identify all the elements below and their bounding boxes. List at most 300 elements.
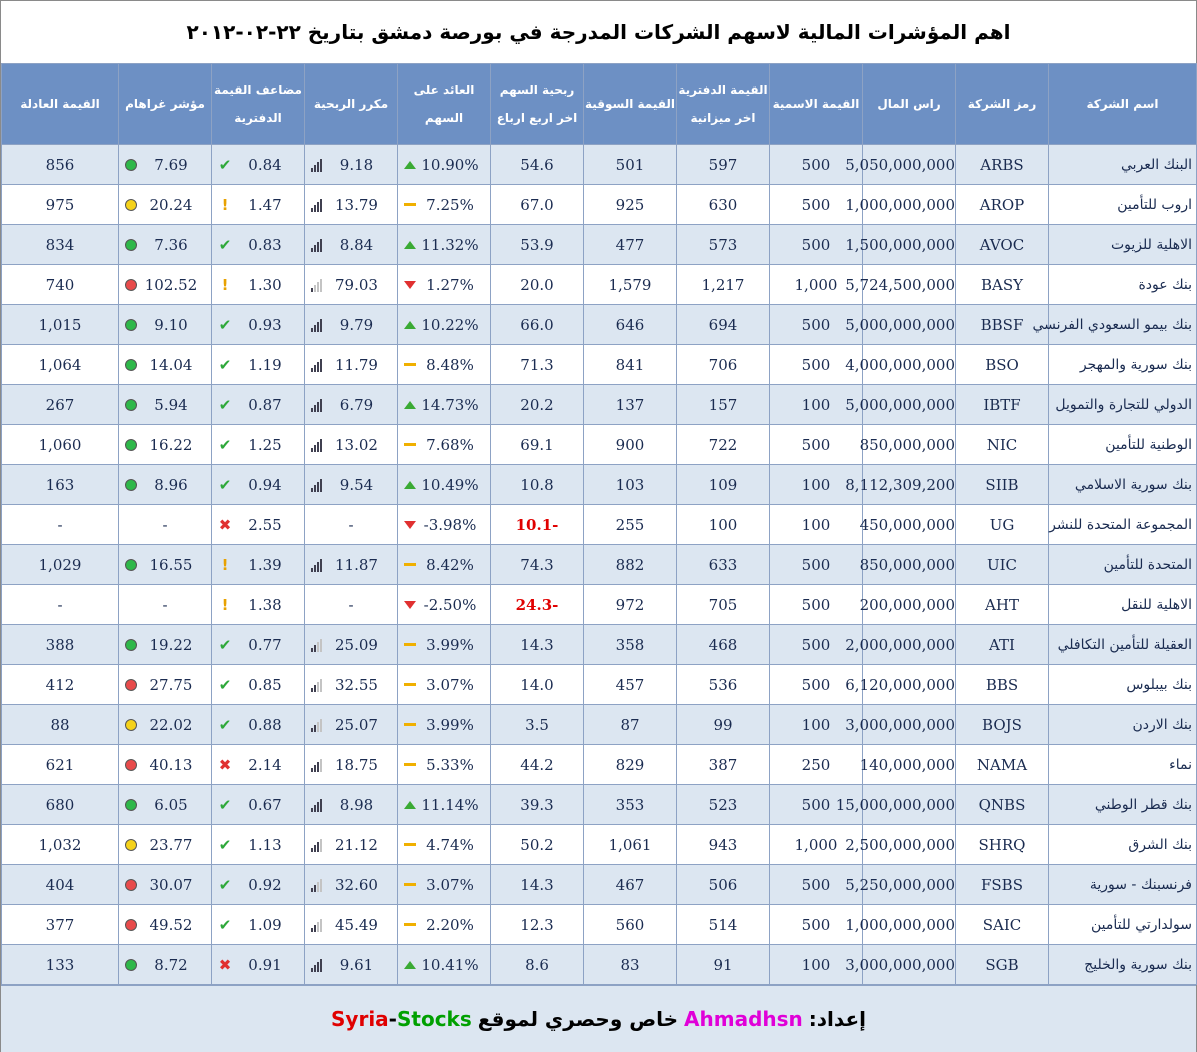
page-title: اهم المؤشرات المالية لاسهم الشركات المدرجة في بورصة دمشق بتاريخ ٢٢-٠٢-٢٠١٢ [186,20,1011,44]
bars-icon [311,478,322,492]
eps-value: 53.9 [491,225,584,265]
check-icon: ✔ [218,835,232,854]
company-symbol: BBS [956,665,1049,705]
trend-up-icon [404,961,416,969]
nominal-value: 500 [770,665,863,705]
bars-icon [311,358,322,372]
yield-value: 14.73% [421,395,479,414]
nominal-value: 500 [770,425,863,465]
bars-icon [311,838,322,852]
yield-value: 3.99% [426,715,474,734]
pb-value: 0.77 [248,635,282,654]
pe-value: 32.60 [335,875,378,894]
capital-value: 5,000,000,000 [863,385,956,425]
warn-icon: ! [221,275,229,294]
trend-up-icon [404,481,416,489]
yield-value: 3.99% [426,635,474,654]
trend-flat-icon [404,643,416,646]
company-symbol: IBTF [956,385,1049,425]
pb-value: 0.84 [248,155,282,174]
pb-cell [212,705,305,745]
eps-value: 14.3 [491,625,584,665]
graham-cell [119,545,212,585]
status-dot-icon [125,319,137,331]
market-value: 501 [584,145,677,185]
check-icon: ✔ [218,635,232,654]
cross-icon: ✖ [218,515,232,534]
footer-site-a: Syria [331,1007,389,1031]
pe-value: 13.02 [335,435,378,454]
pb-value: 1.19 [248,355,282,374]
eps-value: 3.5 [491,705,584,745]
yield-cell [398,305,491,345]
footer-site-sep: - [388,1007,397,1031]
pe-value: 9.61 [339,955,374,974]
trend-flat-icon [404,363,416,366]
pb-value: 0.85 [248,675,282,694]
table-row [2,545,1197,585]
pe-value: 9.79 [339,315,374,334]
graham-cell [119,505,212,545]
eps-value: 14.3 [491,865,584,905]
fair-value: 1,032 [2,825,119,865]
pe-value: 79.03 [335,275,378,294]
eps-value: 66.0 [491,305,584,345]
graham-cell [119,705,212,745]
check-icon: ✔ [218,395,232,414]
trend-flat-icon [404,843,416,846]
table-row [2,225,1197,265]
market-value: 83 [584,945,677,985]
table-row [2,705,1197,745]
capital-value: 200,000,000 [863,585,956,625]
graham-value: 14.04 [149,355,193,374]
bars-icon [311,638,322,652]
bars-icon [311,238,322,252]
pe-cell [305,425,398,465]
header-capital: راس المال [863,64,956,145]
pb-value: 2.55 [248,515,282,534]
capital-value: 8,112,309,200 [863,465,956,505]
footer-credit [1,985,1196,1052]
check-icon: ✔ [218,315,232,334]
header-nominal: القيمة الاسمية [770,64,863,145]
table-row [2,465,1197,505]
pb-cell [212,305,305,345]
eps-value: 10.8 [491,465,584,505]
nominal-value: 100 [770,385,863,425]
company-name: بنك سورية والخليج [1049,945,1197,985]
header-pb: مضاعف القيمة الدفترية [212,64,305,145]
company-symbol: BOJS [956,705,1049,745]
nominal-value: 100 [770,945,863,985]
book-value: 706 [677,345,770,385]
table-row [2,145,1197,185]
yield-value: -3.98% [423,515,477,534]
bars-icon [311,758,322,772]
market-value: 358 [584,625,677,665]
fair-value: 834 [2,225,119,265]
capital-value: 1,500,000,000 [863,225,956,265]
graham-value: 22.02 [149,715,193,734]
pb-cell [212,425,305,465]
pe-cell [305,345,398,385]
company-name: بنك سورية الاسلامي [1049,465,1197,505]
header-graham: مؤشر غراهام [119,64,212,145]
pe-value: 8.98 [339,795,374,814]
yield-cell [398,785,491,825]
bars-icon [311,718,322,732]
company-symbol: SIIB [956,465,1049,505]
check-icon: ✔ [218,235,232,254]
pb-value: 0.93 [248,315,282,334]
pb-value: 0.87 [248,395,282,414]
market-value: 477 [584,225,677,265]
eps-value: 74.3 [491,545,584,585]
eps-value: 50.2 [491,825,584,865]
yield-value: 10.22% [421,315,479,334]
nominal-value: 500 [770,865,863,905]
trend-up-icon [404,161,416,169]
pb-cell [212,665,305,705]
market-value: 87 [584,705,677,745]
book-value: 943 [677,825,770,865]
capital-value: 450,000,000 [863,505,956,545]
pe-cell [305,505,398,545]
status-dot-icon [125,239,137,251]
eps-value: 20.2 [491,385,584,425]
book-value: 387 [677,745,770,785]
yield-cell [398,545,491,585]
company-symbol: SGB [956,945,1049,985]
pe-value: - [348,515,354,534]
market-value: 829 [584,745,677,785]
table-row [2,665,1197,705]
pb-value: 1.39 [248,555,282,574]
status-dot-icon [125,919,137,931]
market-value: 972 [584,585,677,625]
graham-cell [119,345,212,385]
market-value: 353 [584,785,677,825]
pb-cell [212,825,305,865]
header-book: القيمة الدفترية اخر ميزانية [677,64,770,145]
fair-value: 1,064 [2,345,119,385]
graham-value: 102.52 [144,275,198,294]
trend-down-icon [404,601,416,609]
company-name: فرنسبنك - سورية [1049,865,1197,905]
trend-flat-icon [404,763,416,766]
company-name: العقيلة للتأمين التكافلي [1049,625,1197,665]
table-row [2,345,1197,385]
company-symbol: ATI [956,625,1049,665]
table-row [2,865,1197,905]
header-eps: ربحية السهم اخر اربع ارباع [491,64,584,145]
company-name: بنك الشرق [1049,825,1197,865]
graham-value: 40.13 [149,755,193,774]
graham-value: - [162,515,168,534]
yield-value: 2.20% [426,915,474,934]
check-icon: ✔ [218,435,232,454]
capital-value: 4,000,000,000 [863,345,956,385]
capital-value: 1,000,000,000 [863,185,956,225]
status-dot-icon [125,799,137,811]
table-row [2,945,1197,985]
graham-value: 9.10 [154,315,188,334]
table-row [2,785,1197,825]
table-row [2,385,1197,425]
pb-cell [212,225,305,265]
status-dot-icon [125,639,137,651]
status-dot-icon [125,679,137,691]
trend-flat-icon [404,883,416,886]
company-symbol: UG [956,505,1049,545]
market-value: 925 [584,185,677,225]
capital-value: 1,000,000,000 [863,905,956,945]
fair-value: 1,060 [2,425,119,465]
graham-value: 20.24 [149,195,193,214]
pb-value: 0.83 [248,235,282,254]
market-value: 137 [584,385,677,425]
graham-cell [119,225,212,265]
yield-value: 10.49% [421,475,479,494]
fair-value: 621 [2,745,119,785]
pe-value: 25.07 [335,715,378,734]
fair-value: 377 [2,905,119,945]
yield-value: 1.27% [426,275,474,294]
warn-icon: ! [221,555,229,574]
check-icon: ✔ [218,715,232,734]
pe-cell [305,145,398,185]
fair-value: - [2,585,119,625]
capital-value: 850,000,000 [863,545,956,585]
trend-up-icon [404,401,416,409]
company-name: الاهلية للزيوت [1049,225,1197,265]
pe-value: 9.18 [339,155,374,174]
pb-value: 1.47 [248,195,282,214]
graham-cell [119,785,212,825]
footer-site-b: Stocks [396,1007,472,1031]
pb-cell [212,145,305,185]
company-symbol: AROP [956,185,1049,225]
graham-cell [119,945,212,985]
nominal-value: 500 [770,545,863,585]
pe-cell [305,585,398,625]
pe-cell [305,265,398,305]
yield-value: 8.42% [426,555,474,574]
company-symbol: BBSF [956,305,1049,345]
yield-cell [398,585,491,625]
status-dot-icon [125,359,137,371]
nominal-value: 500 [770,585,863,625]
pe-value: 11.87 [335,555,378,574]
capital-value: 5,000,000,000 [863,305,956,345]
header-yield: العائد على السهم [398,64,491,145]
graham-value: - [162,595,168,614]
footer-author: Ahmadhsn [684,1007,803,1031]
pe-cell [305,185,398,225]
eps-value: 8.6 [491,945,584,985]
capital-value: 3,000,000,000 [863,945,956,985]
fair-value: 388 [2,625,119,665]
yield-cell [398,385,491,425]
pe-cell [305,305,398,345]
pb-value: 1.25 [248,435,282,454]
capital-value: 5,724,500,000 [863,265,956,305]
graham-value: 8.72 [154,955,188,974]
company-name: الوطنية للتأمين [1049,425,1197,465]
yield-cell [398,865,491,905]
status-dot-icon [125,159,137,171]
fair-value: 163 [2,465,119,505]
yield-value: 3.07% [426,875,474,894]
pe-value: 25.09 [335,635,378,654]
trend-flat-icon [404,563,416,566]
check-icon: ✔ [218,355,232,374]
book-value: 523 [677,785,770,825]
eps-value: 44.2 [491,745,584,785]
graham-cell [119,665,212,705]
book-value: 99 [677,705,770,745]
company-name: سولدارتي للتأمين [1049,905,1197,945]
graham-value: 49.52 [149,915,193,934]
table-row [2,585,1197,625]
yield-cell [398,225,491,265]
book-value: 506 [677,865,770,905]
status-dot-icon [125,439,137,451]
company-name: الدولي للتجارة والتمويل [1049,385,1197,425]
pb-cell [212,345,305,385]
pe-cell [305,545,398,585]
company-name: بنك سورية والمهجر [1049,345,1197,385]
bars-icon [311,918,322,932]
company-symbol: QNBS [956,785,1049,825]
graham-value: 6.05 [154,795,188,814]
yield-cell [398,505,491,545]
yield-value: 7.68% [426,435,474,454]
company-symbol: BSO [956,345,1049,385]
trend-flat-icon [404,923,416,926]
fair-value: 680 [2,785,119,825]
company-symbol: ARBS [956,145,1049,185]
yield-cell [398,345,491,385]
pe-value: 45.49 [335,915,378,934]
pb-cell [212,945,305,985]
yield-cell [398,185,491,225]
graham-value: 27.75 [149,675,193,694]
fair-value: 412 [2,665,119,705]
pe-cell [305,825,398,865]
status-dot-icon [125,279,137,291]
trend-up-icon [404,801,416,809]
trend-up-icon [404,321,416,329]
table-row [2,305,1197,345]
capital-value: 2,000,000,000 [863,625,956,665]
pb-value: 0.67 [248,795,282,814]
capital-value: 2,500,000,000 [863,825,956,865]
graham-value: 5.94 [154,395,188,414]
capital-value: 6,120,000,000 [863,665,956,705]
trend-down-icon [404,281,416,289]
market-value: 457 [584,665,677,705]
bars-icon [311,158,322,172]
book-value: 514 [677,905,770,945]
eps-value: -24.3 [491,585,584,625]
nominal-value: 1,000 [770,825,863,865]
market-value: 103 [584,465,677,505]
capital-value: 5,250,000,000 [863,865,956,905]
company-symbol: SHRQ [956,825,1049,865]
yield-value: 8.48% [426,355,474,374]
nominal-value: 100 [770,505,863,545]
nominal-value: 500 [770,785,863,825]
status-dot-icon [125,399,137,411]
market-value: 560 [584,905,677,945]
graham-cell [119,185,212,225]
book-value: 630 [677,185,770,225]
pb-cell [212,905,305,945]
graham-value: 7.69 [154,155,188,174]
book-value: 1,217 [677,265,770,305]
company-name: بنك قطر الوطني [1049,785,1197,825]
yield-cell [398,265,491,305]
pe-value: 8.84 [339,235,374,254]
book-value: 722 [677,425,770,465]
graham-cell [119,905,212,945]
graham-cell [119,585,212,625]
pe-value: 9.54 [339,475,374,494]
book-value: 91 [677,945,770,985]
pb-cell [212,185,305,225]
market-value: 255 [584,505,677,545]
graham-cell [119,865,212,905]
yield-cell [398,745,491,785]
yield-cell [398,825,491,865]
market-value: 1,061 [584,825,677,865]
yield-cell [398,465,491,505]
graham-cell [119,625,212,665]
pb-value: 0.91 [248,955,282,974]
company-name: المجموعة المتحدة للنشر [1049,505,1197,545]
header-row [2,64,1197,145]
status-dot-icon [125,479,137,491]
status-dot-icon [125,959,137,971]
fair-value: 267 [2,385,119,425]
bars-icon [311,278,322,292]
pb-cell [212,505,305,545]
warn-icon: ! [221,595,229,614]
pe-cell [305,705,398,745]
pb-value: 2.14 [248,755,282,774]
book-value: 109 [677,465,770,505]
market-value: 1,579 [584,265,677,305]
pe-cell [305,665,398,705]
pb-value: 0.88 [248,715,282,734]
trend-flat-icon [404,723,416,726]
company-name: الاهلية للنقل [1049,585,1197,625]
pe-value: 13.79 [335,195,378,214]
book-value: 100 [677,505,770,545]
company-symbol: SAIC [956,905,1049,945]
pe-cell [305,905,398,945]
yield-value: 10.90% [421,155,479,174]
table-row [2,425,1197,465]
company-name: نماء [1049,745,1197,785]
table-row [2,625,1197,665]
bars-icon [311,798,322,812]
book-value: 573 [677,225,770,265]
yield-cell [398,625,491,665]
book-value: 468 [677,625,770,665]
